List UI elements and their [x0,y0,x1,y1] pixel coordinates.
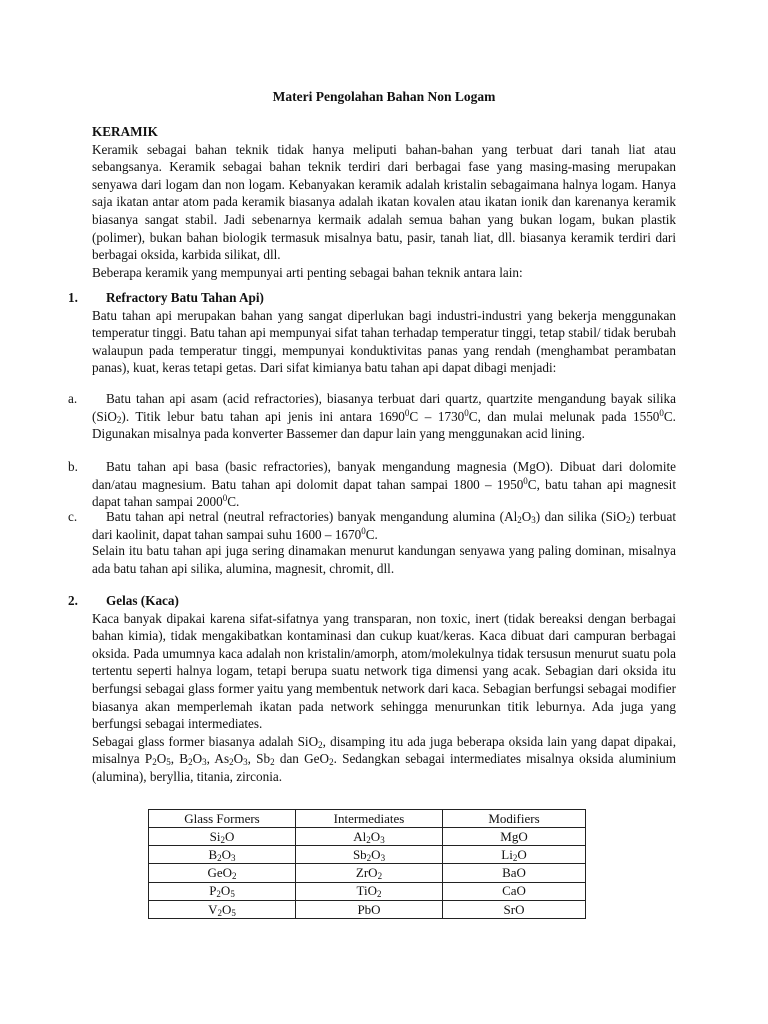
table-cell-glass-former: $B_2O_3$ [149,846,296,864]
section2-number: 2. [68,593,78,608]
table-cell-modifier: $Li_2O$ [443,846,586,864]
item-b-text: Batu tahan api basa (basic refractories), banyak mengandung magnesia (MgO). Dibuat dari dolomite dan/atau magnesium. Batu tahan api dolomit dapat tahan sampai 1800 – 1950$^0$C, batu tahan api magnesit dapat tahan sampai 2000$^0$C. [92,459,677,510]
section1-heading: Refractory Batu Tahan Api) [106,290,264,305]
document-title: Materi Pengolahan Bahan Non Logam [272,89,496,104]
item-a-letter: a. [68,391,78,406]
oxide-table [148,809,586,919]
header-modifiers: Modifiers [443,810,586,828]
table-header-row [149,810,586,828]
table-row [149,828,586,846]
table-row [149,900,586,918]
table-cell-intermediate: ZrO$_2$ [296,864,443,882]
table-cell-intermediate: $Sb_2O_3$ [296,846,443,864]
header-intermediates: Intermediates [296,810,443,828]
keramik-section [92,123,676,281]
table-cell-intermediate: PbO [296,900,443,918]
table-body [149,828,586,919]
section1-closing: Selain itu batu tahan api juga sering dinamakan menurut kandungan senyawa yang paling dominan, misalnya ada batu tahan api silika, alumina, magnesit, chromit, dll. [92,543,676,576]
table-cell-glass-former: $V_2O_5$ [149,900,296,918]
table-cell-modifier: MgO [443,828,586,846]
section1 [92,289,676,377]
table-row [149,864,586,882]
table-cell-modifier: BaO [443,864,586,882]
header-glass-formers: Glass Formers [149,810,296,828]
table-cell-glass-former: GeO$_2$ [149,864,296,882]
table-row [149,846,586,864]
keramik-intro: Beberapa keramik yang mempunyai arti penting sebagai bahan teknik antara lain: [92,264,523,280]
item-c-text: Batu tahan api netral (neutral refractories) banyak mengandung alumina $(Al_2O_3)$ dan silika (SiO$_2$) terbuat dari kaolinit, dapat tahan sampai suhu 1600 – 1670$^0$C. [92,509,676,542]
table-cell-glass-former: $P_2O_5$ [149,882,296,900]
table-cell-intermediate: $Al_2O_3$ [296,828,443,846]
item-a-text: Batu tahan api asam (acid refractories), biasanya terbuat dari quartz, quartzite mengandung bayak silika (SiO$_2$). Titik lebur batu tahan api jenis ini antara 1690$^0$C – 1730$^0$C, dan mulai melunak pada 1550$^0$C. Digunakan misalnya pada konverter Bassemer dan dapur lain yang menggunakan acid lining. [92,391,676,442]
section1-number: 1. [68,290,78,305]
item-b-letter: b. [68,459,78,474]
section2-paragraph2: Sebagai glass former biasanya adalah SiO$_2$, disamping itu ada juga beberapa oksida lain yang dapat dipakai, misalnya $P_2O_5$, $B_2O_3$, $As_2O_3$, $Sb_2$ dan GeO$_2$. Sedangkan sebagai intermediates misalnya oksida aluminium (alumina), beryllia, titania, zirconia. [92,733,676,784]
item-c-letter: c. [68,509,78,524]
keramik-heading: KERAMIK [92,124,158,139]
section2 [92,592,676,786]
table-cell-glass-former: $Si_2O$ [149,828,296,846]
table-row [149,882,586,900]
section2-heading: Gelas (Kaca) [106,593,179,608]
section2-paragraph1: Kaca banyak dipakai karena sifat-sifatnya yang transparan, non toxic, inert (tidak bereaksi dengan berbagai bahan kimia), tidak mengakibatkan kontaminasi dan cukup kuat/keras. Kaca dibuat dari campuran berbagai oksida. Pada umumnya kaca adalah non kristalin/amorph, atom/molekulnya tidak tersusun menurut suatu pola tertentu seperti halnya logam, tetapi berupa suatu network tiga dimensi yang acak. Sebagian dari oksida itu berfungsi sebagai glass former yaitu yang membentuk network dari kaca. Sebagian berfungsi sebagai modifier biasanya akan memperlemah ikatan pada network sehingga menurunkan titik leburnya. Ada juga yang berfungsi sebagai intermediates. [92,610,676,732]
section1-paragraph: Batu tahan api merupakan bahan yang sangat diperlukan bagi industri-industri yang bekerja menggunakan temperatur tinggi. Batu tahan api mempunyai sifat tahan terhadap temperatur tinggi, tetap stabil/ tidak berubah walaupun pada temperatur tinggi, mempunyai konduktivitas panas yang rendah (menghambat perambatan panas), kuat, keras tetapi getas. Dari sifat kimianya batu tahan api dapat dibagi menjadi: [92,307,676,376]
table-cell-intermediate: TiO$_2$ [296,882,443,900]
keramik-paragraph: Keramik sebagai bahan teknik tidak hanya meliputi bahan-bahan yang terbuat dari tanah liat atau sebangsanya. Keramik sebagai bahan teknik terdiri dari berbagai fase yang masing-masing merupakan senyawa dari logam dan non logam. Kebanyakan keramik adalah kristalin sebagaimana halnya logam. Hanya saja ikatan antar atom pada keramik biasanya adalah ikatan kovalen atau ikatan ionik dan karenanya keramik biasanya sangat stabil. Jadi sebenarnya kermaik adalah semua bahan yang bukan logam, bukan plastik (polimer), bukan bahan biologik termasuk misalnya batu, pasir, tanah liat, dll. biasanya keramik terdiri dari berbagai oksida, karbida silikat, dll. [92,141,676,263]
table-cell-modifier: CaO [443,882,586,900]
table-cell-modifier: SrO [443,900,586,918]
